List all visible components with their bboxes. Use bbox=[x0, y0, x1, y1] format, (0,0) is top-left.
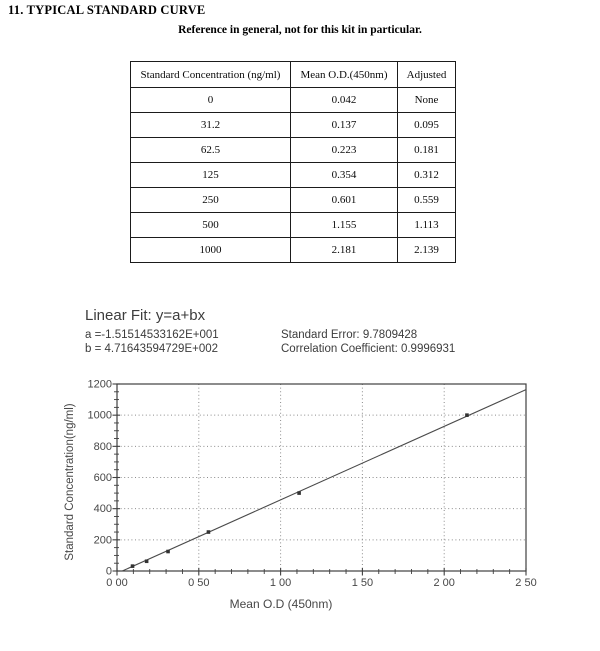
table-header-row bbox=[131, 62, 456, 88]
table-row bbox=[131, 188, 456, 213]
table-cell: 0 bbox=[131, 88, 291, 113]
table-cell: 1000 bbox=[131, 238, 291, 263]
section-heading: 11. TYPICAL STANDARD CURVE bbox=[8, 3, 206, 17]
y-tick-label: 800 bbox=[93, 440, 112, 453]
table-row bbox=[131, 113, 456, 138]
table-cell: None bbox=[398, 88, 456, 113]
y-tick-label: 1000 bbox=[87, 409, 112, 422]
x-tick-label: 0 00 bbox=[106, 577, 128, 589]
table-cell: 0.601 bbox=[291, 188, 398, 213]
table-row bbox=[131, 238, 456, 263]
table-cell: 2.139 bbox=[398, 238, 456, 263]
standard-curve-chart bbox=[0, 370, 600, 651]
standards-table bbox=[130, 61, 456, 263]
x-tick-label: 1 50 bbox=[351, 577, 374, 589]
data-point bbox=[465, 413, 469, 417]
fit-slope-value: b = 4.71643594729E+002 bbox=[85, 343, 219, 355]
table-cell: 500 bbox=[131, 213, 291, 238]
column-header: Mean O.D.(450nm) bbox=[291, 62, 398, 88]
data-point bbox=[131, 564, 135, 568]
table-row bbox=[131, 138, 456, 163]
table-cell: 2.181 bbox=[291, 238, 398, 263]
column-header: Adjusted bbox=[398, 62, 456, 88]
table-cell: 31.2 bbox=[131, 113, 291, 138]
x-tick-label: 2 00 bbox=[433, 577, 455, 589]
table-row bbox=[131, 213, 456, 238]
data-point bbox=[297, 491, 301, 495]
y-axis-title: Standard Concentration(ng/ml) bbox=[64, 403, 76, 561]
y-tick-label: 400 bbox=[93, 503, 112, 516]
data-point bbox=[166, 550, 170, 554]
linear-fit-title: Linear Fit: y=a+bx bbox=[85, 307, 206, 324]
table-row bbox=[131, 88, 456, 113]
table-cell: 0.559 bbox=[398, 188, 456, 213]
table-cell: 1.113 bbox=[398, 213, 456, 238]
y-tick-label: 600 bbox=[93, 472, 112, 484]
x-axis-title: Mean O.D (450nm) bbox=[229, 597, 333, 611]
table-cell: 0.354 bbox=[291, 163, 398, 188]
table-cell: 62.5 bbox=[131, 138, 291, 163]
fit-standard-error: Standard Error: 9.7809428 bbox=[281, 329, 418, 341]
table-cell: 0.312 bbox=[398, 163, 456, 188]
table-cell: 0.095 bbox=[398, 113, 456, 138]
fit-correlation-coefficient: Correlation Coefficient: 0.9996931 bbox=[281, 343, 456, 355]
x-tick-label: 0 50 bbox=[188, 577, 210, 589]
y-tick-label: 200 bbox=[93, 534, 112, 547]
column-header: Standard Concentration (ng/ml) bbox=[131, 62, 291, 88]
table-cell: 0.042 bbox=[291, 88, 398, 113]
table-cell: 125 bbox=[131, 163, 291, 188]
y-tick-label: 0 bbox=[105, 565, 112, 578]
table-cell: 0.137 bbox=[291, 113, 398, 138]
table-row bbox=[131, 163, 456, 188]
table-cell: 1.155 bbox=[291, 213, 398, 238]
x-tick-label: 2 50 bbox=[515, 577, 537, 589]
data-point bbox=[207, 530, 211, 534]
table-cell: 0.181 bbox=[398, 138, 456, 163]
x-tick-label: 1 00 bbox=[269, 577, 292, 589]
y-tick-label: 1200 bbox=[87, 378, 112, 391]
table-cell: 0.223 bbox=[291, 138, 398, 163]
reference-note: Reference in general, not for this kit in particular. bbox=[178, 24, 422, 36]
table-cell: 250 bbox=[131, 188, 291, 213]
fit-intercept-value: a =-1.51514533162E+001 bbox=[85, 329, 219, 341]
data-point bbox=[145, 559, 149, 563]
